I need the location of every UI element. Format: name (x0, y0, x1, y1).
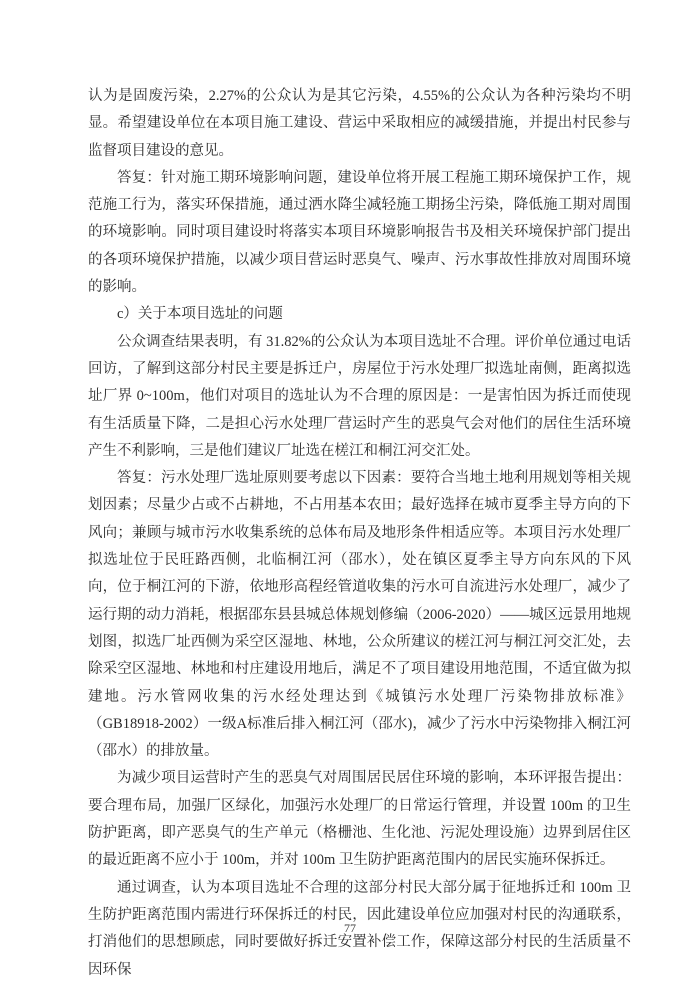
paragraph: 为减少项目运营时产生的恶臭气对周围居民居住环境的影响，本环评报告提出：要合理布局，加强厂区绿化，加强污水处理厂的日常运行管理，并设置 100m 的卫生防护距离，即产恶臭气的生产单元（格栅池、生化池、污泥处理设施）边界到居住区的最近距离不应小于 100m，并对 100m 卫生防护距离范围内的居民实施环保拆迁。 (88, 770, 631, 869)
paragraph: 答复：针对施工期环境影响问题，建设单位将开展工程施工期环境保护工作，规范施工行为，落实环保措施，通过洒水降尘减轻施工期扬尘污染，降低施工期对周围的环境影响。同时项目建设时将落实本项目环境影响报告书及相关环境保护部门提出的各项环境保护措施，以减少项目营运时恶臭气、噪声、污水事故性排放对周围环境的影响。 (88, 169, 631, 296)
page-number: 77 (344, 921, 356, 935)
paragraph: 认为是固废污染，2.27%的公众认为是其它污染，4.55%的公众认为各种污染均不明显。希望建设单位在本项目施工建设、营运中采取相应的减缓措施，并提出村民参与监督项目建设的意见。 (88, 88, 631, 159)
paragraph: c）关于本项目选址的问题 (117, 306, 283, 323)
document-body (88, 83, 631, 984)
paragraph: 答复：污水处理厂选址原则要考虑以下因素：要符合当地土地利用规划等相关规划因素；尽量少占或不占耕地，不占用基本农田；最好选择在城市夏季主导方向的下风向；兼顾与城市污水收集系统的总体布局及地形条件相适应等。本项目污水处理厂拟选址位于民旺路西侧，北临桐江河（邵水），处在镇区夏季主导方向东风的下风向，位于桐江河的下游，依地形高程经管道收集的污水可自流进污水处理厂，减少了运行期的动力消耗，根据邵东县县城总体规划修编（2006-2020）——城区远景用地规划图，拟选厂址西侧为采空区湿地、林地，公众所建议的槎江河与桐江河交汇处，去除采空区湿地、林地和村庄建设用地后，满足不了项目建设用地范围，不适宜做为拟建地。污水管网收集的污水经处理达到《城镇污水处理厂污染物排放标准》（GB18918-2002）一级A标准后排入桐江河（邵水)，减少了污水中污染物排入桐江河（邵水）的排放量。 (88, 470, 631, 760)
paragraph: 通过调查，认为本项目选址不合理的这部分村民大部分属于征地拆迁和 100m 卫生防护距离范围内需进行环保拆迁的村民，因此建设单位应加强对村民的沟通联系，打消他们的思想顾虑，同时要做好拆迁安置补偿工作，保障这部分村民的生活质量不因环保 (88, 879, 631, 978)
paragraph: 公众调查结果表明，有 31.82%的公众认为本项目选址不合理。评价单位通过电话回访，了解到这部分村民主要是拆迁户，房屋位于污水处理厂拟选址南侧，距离拟选址厂界 0~100m，他们对项目的选址认为不合理的原因是：一是害怕因为拆迁而使现有生活质量下降，二是担心污水处理厂营运时产生的恶臭气会对他们的居住生活环境产生不利影响，三是他们建议厂址选在槎江和桐江河交汇处。 (88, 333, 631, 459)
